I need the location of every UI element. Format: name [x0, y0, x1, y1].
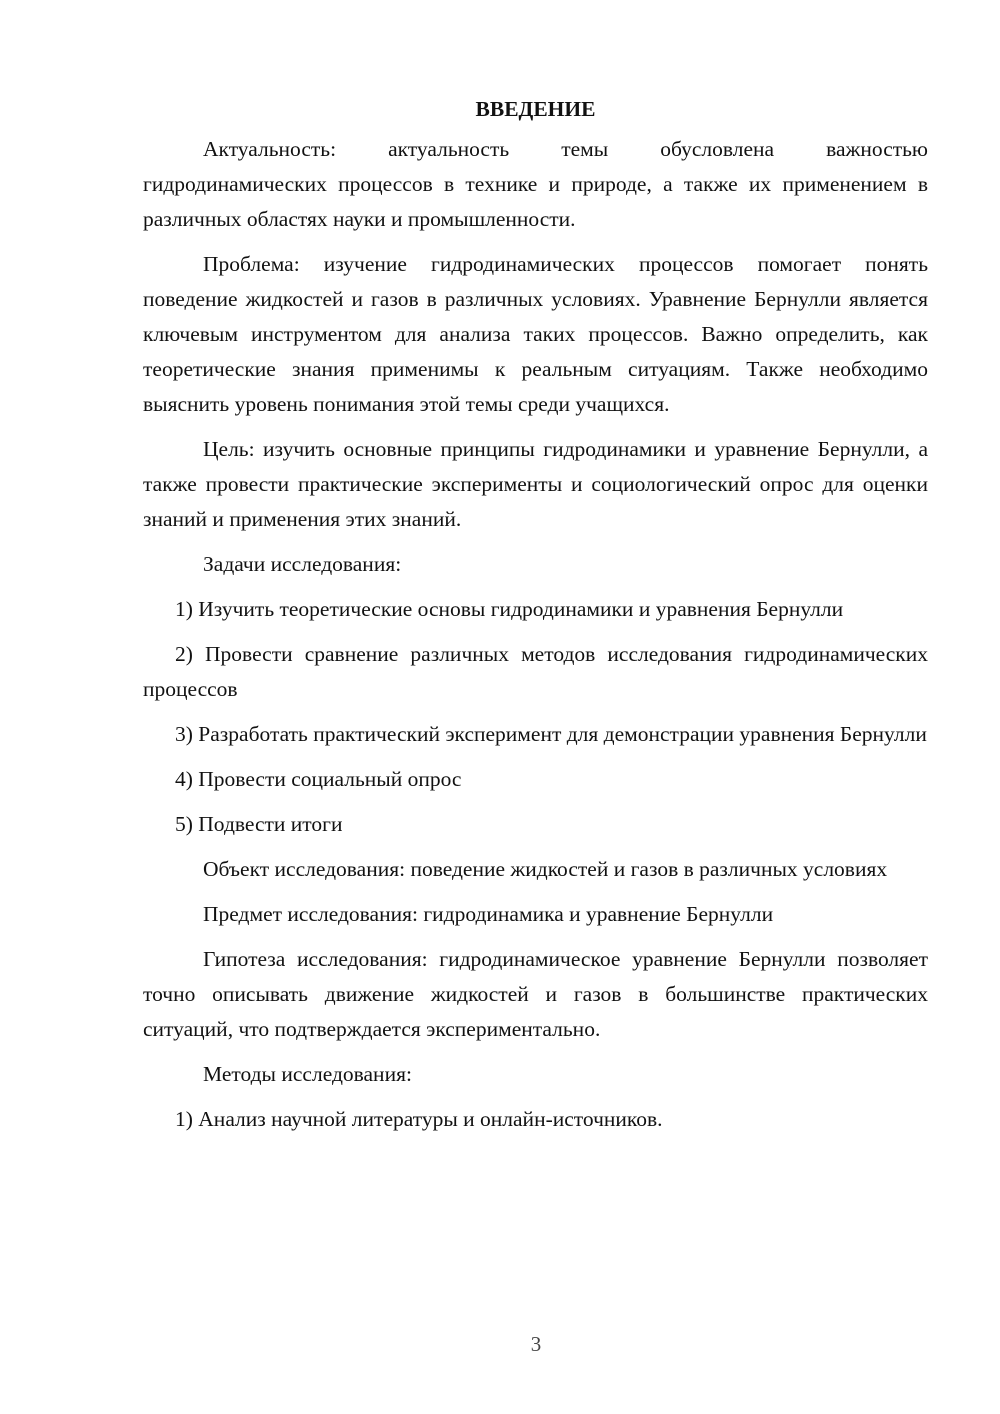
page-title: ВВЕДЕНИЕ — [475, 97, 596, 121]
methods-heading: Методы исследования: — [203, 1062, 412, 1086]
method-item-1: 1) Анализ научной литературы и онлайн-источников. — [175, 1107, 663, 1131]
page-content — [143, 92, 928, 1147]
task-item-5: 5) Подвести итоги — [175, 812, 343, 836]
hypothesis-paragraph: Гипотеза исследования: гидродинамическое уравнение Бернулли позволяет точно описывать движение жидкостей и газов в большинстве практических ситуаций, что подтверждается экспериментально. — [143, 947, 928, 1041]
task-item-2: 2) Провести сравнение различных методов исследования гидродинамических процессов — [143, 642, 928, 701]
relevance-paragraph: Актуальность: актуальность темы обусловлена важностью гидродинамических процессов в технике и природе, а также их применением в различных областях науки и промышленности. — [143, 137, 928, 231]
task-item-1: 1) Изучить теоретические основы гидродинамики и уравнения Бернулли — [175, 597, 844, 621]
task-item-3: 3) Разработать практический эксперимент для демонстрации уравнения Бернулли — [175, 722, 927, 746]
task-item-4: 4) Провести социальный опрос — [175, 767, 462, 791]
subject-paragraph: Предмет исследования: гидродинамика и уравнение Бернулли — [203, 902, 774, 926]
problem-paragraph: Проблема: изучение гидродинамических процессов помогает понять поведение жидкостей и газов в различных условиях. Уравнение Бернулли является ключевым инструментом для анализа таких процессов. Важно определить, как теоретические знания применимы к реальным ситуациям. Также необходимо выяснить уровень понимания этой темы среди учащихся. — [143, 252, 928, 416]
page-number: 3 — [530, 1332, 542, 1356]
tasks-heading: Задачи исследования: — [203, 552, 402, 576]
object-paragraph: Объект исследования: поведение жидкостей и газов в различных условиях — [203, 857, 888, 881]
goal-paragraph: Цель: изучить основные принципы гидродинамики и уравнение Бернулли, а также провести практические эксперименты и социологический опрос для оценки знаний и применения этих знаний. — [143, 437, 928, 531]
